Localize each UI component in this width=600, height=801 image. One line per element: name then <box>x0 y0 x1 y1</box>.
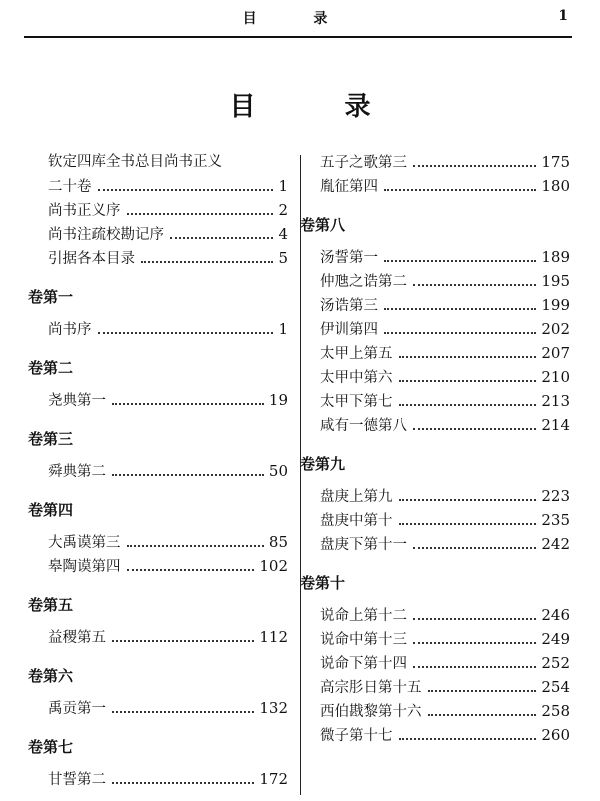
toc-entry <box>312 365 570 389</box>
toc-entry-page: 4 <box>278 225 288 243</box>
volume-heading: 卷第五 <box>28 596 74 614</box>
toc-entry <box>312 174 570 198</box>
toc-entry <box>312 317 570 341</box>
toc-entry-title: 汤誓第一 <box>320 250 378 266</box>
toc-entry-page: 50 <box>268 462 288 480</box>
page-title: 目 录 <box>229 92 411 122</box>
toc-entry-title: 尚书序 <box>48 322 92 338</box>
dot-leader <box>112 782 254 784</box>
dot-leader <box>413 642 536 644</box>
toc-entry-title: 皋陶谟第四 <box>48 559 121 575</box>
dot-leader <box>127 569 255 571</box>
toc-entry-page: 235 <box>541 511 570 529</box>
toc-entry <box>312 675 570 699</box>
toc-entry-title: 高宗肜日第十五 <box>320 680 422 696</box>
toc-entry-title: 盘庚下第十一 <box>320 537 407 553</box>
toc-entry-page: 85 <box>268 533 288 551</box>
running-header-title: 目 录 <box>242 11 354 27</box>
toc-entry <box>40 625 288 649</box>
toc-entry-title: 说命下第十四 <box>320 656 407 672</box>
toc-entry-title: 太甲中第六 <box>320 370 393 386</box>
toc-entry-page: 252 <box>541 654 570 672</box>
toc-entry-title: 太甲下第七 <box>320 394 393 410</box>
toc-entry <box>40 246 288 270</box>
toc-entry <box>312 293 570 317</box>
dot-leader <box>399 356 537 358</box>
dot-leader <box>413 284 536 286</box>
dot-leader <box>384 189 536 191</box>
toc-entry-title: 二十卷 <box>48 179 92 195</box>
toc-entry <box>40 530 288 554</box>
header-rule <box>24 36 572 38</box>
dot-leader <box>413 666 536 668</box>
dot-leader <box>413 428 536 430</box>
dot-leader <box>112 403 264 405</box>
volume-heading: 卷第六 <box>28 667 74 685</box>
toc-entry-title: 尧典第一 <box>48 393 106 409</box>
toc-entry-title: 汤诰第三 <box>320 298 378 314</box>
dot-leader <box>170 237 273 239</box>
volume-heading: 卷第十 <box>300 574 346 592</box>
toc-entry <box>40 198 288 222</box>
toc-entry <box>312 413 570 437</box>
volume-heading: 卷第八 <box>300 216 346 234</box>
volume-heading: 卷第九 <box>300 455 346 473</box>
toc-entry <box>312 269 570 293</box>
toc-entry-title: 尚书正义序 <box>48 203 121 219</box>
toc-entry-page: 207 <box>541 344 570 362</box>
toc-entry <box>312 245 570 269</box>
toc-entry <box>40 174 288 198</box>
toc-entry-page: 254 <box>541 678 570 696</box>
toc-entry-title: 五子之歌第三 <box>320 155 407 171</box>
toc-entry-page: 202 <box>541 320 570 338</box>
toc-entry <box>40 696 288 720</box>
toc-entry-title: 说命中第十三 <box>320 632 407 648</box>
dot-leader <box>384 308 536 310</box>
toc-entry-page: 1 <box>278 320 288 338</box>
toc-entry-page: 199 <box>541 296 570 314</box>
toc-entry-title: 舜典第二 <box>48 464 106 480</box>
dot-leader <box>413 618 536 620</box>
toc-left-column <box>28 150 288 801</box>
toc-entry-page: 1 <box>278 177 288 195</box>
toc-entry <box>40 222 288 246</box>
page-number: 1 <box>558 8 568 24</box>
toc-entry-page: 246 <box>541 606 570 624</box>
toc-entry-title: 仲虺之诰第二 <box>320 274 407 290</box>
toc-entry <box>312 484 570 508</box>
toc-entry-title: 胤征第四 <box>320 179 378 195</box>
toc-entry-page: 195 <box>541 272 570 290</box>
toc-entry-page: 19 <box>268 391 288 409</box>
toc-entry <box>40 554 288 578</box>
volume-heading: 卷第二 <box>28 359 74 377</box>
toc-entry-page: 172 <box>259 770 288 788</box>
toc-entry <box>312 627 570 651</box>
toc-entry-page: 102 <box>259 557 288 575</box>
toc-entry-page: 260 <box>541 726 570 744</box>
volume-heading: 卷第七 <box>28 738 74 756</box>
toc-entry-title: 甘誓第二 <box>48 772 106 788</box>
volume-heading: 卷第三 <box>28 430 74 448</box>
toc-entry <box>312 508 570 532</box>
toc-entry-title: 微子第十七 <box>320 728 393 744</box>
toc-entry-page: 249 <box>541 630 570 648</box>
dot-leader <box>428 690 537 692</box>
volume-heading: 卷第一 <box>28 288 74 306</box>
toc-entry-page: 213 <box>541 392 570 410</box>
toc-entry-page: 258 <box>541 702 570 720</box>
toc-entry <box>312 699 570 723</box>
toc-entry-page: 132 <box>259 699 288 717</box>
toc-entry-title: 咸有一德第八 <box>320 418 407 434</box>
toc-entry-page: 214 <box>541 416 570 434</box>
dot-leader <box>127 545 264 547</box>
dot-leader <box>112 474 264 476</box>
preface-title: 钦定四库全书总目尚书正义 <box>48 154 222 170</box>
dot-leader <box>399 738 537 740</box>
toc-entry-page: 180 <box>541 177 570 195</box>
dot-leader <box>399 404 537 406</box>
toc-entry-title: 说命上第十二 <box>320 608 407 624</box>
toc-entry-page: 210 <box>541 368 570 386</box>
toc-entry-title: 太甲上第五 <box>320 346 393 362</box>
dot-leader <box>112 640 254 642</box>
toc-entry-page: 2 <box>278 201 288 219</box>
volume-heading: 卷第四 <box>28 501 74 519</box>
toc-entry <box>312 341 570 365</box>
toc-entry-title: 引据各本目录 <box>48 251 135 267</box>
dot-leader <box>399 380 537 382</box>
toc-entry <box>40 767 288 791</box>
toc-entry-title: 盘庚中第十 <box>320 513 393 529</box>
toc-entry-title: 尚书注疏校勘记序 <box>48 227 164 243</box>
running-header <box>24 8 572 32</box>
toc-entry-page: 242 <box>541 535 570 553</box>
dot-leader <box>98 332 274 334</box>
toc-entry-title: 西伯戡黎第十六 <box>320 704 422 720</box>
toc-entry <box>40 388 288 412</box>
dot-leader <box>112 711 254 713</box>
toc-entry-page: 175 <box>541 153 570 171</box>
toc-entry-page: 112 <box>259 628 288 646</box>
toc-entry-page: 5 <box>278 249 288 267</box>
toc-entry-title: 大禹谟第三 <box>48 535 121 551</box>
dot-leader <box>413 165 536 167</box>
toc-entry <box>40 317 288 341</box>
dot-leader <box>384 332 536 334</box>
dot-leader <box>399 523 537 525</box>
toc-entry-title: 伊训第四 <box>320 322 378 338</box>
dot-leader <box>428 714 537 716</box>
toc-entry <box>312 651 570 675</box>
toc-entry <box>312 532 570 556</box>
dot-leader <box>141 261 273 263</box>
toc-entry-title: 盘庚上第九 <box>320 489 393 505</box>
toc-entry <box>312 389 570 413</box>
toc-entry-title: 益稷第五 <box>48 630 106 646</box>
dot-leader <box>413 547 536 549</box>
toc-entry-page: 189 <box>541 248 570 266</box>
toc-entry <box>312 603 570 627</box>
toc-entry <box>312 723 570 747</box>
toc-right-column <box>300 150 570 757</box>
toc-entry <box>40 459 288 483</box>
dot-leader <box>127 213 274 215</box>
toc-entry <box>312 150 570 174</box>
dot-leader <box>98 189 274 191</box>
toc-entry-page: 223 <box>541 487 570 505</box>
dot-leader <box>384 260 536 262</box>
dot-leader <box>399 499 537 501</box>
toc-entry-title: 禹贡第一 <box>48 701 106 717</box>
